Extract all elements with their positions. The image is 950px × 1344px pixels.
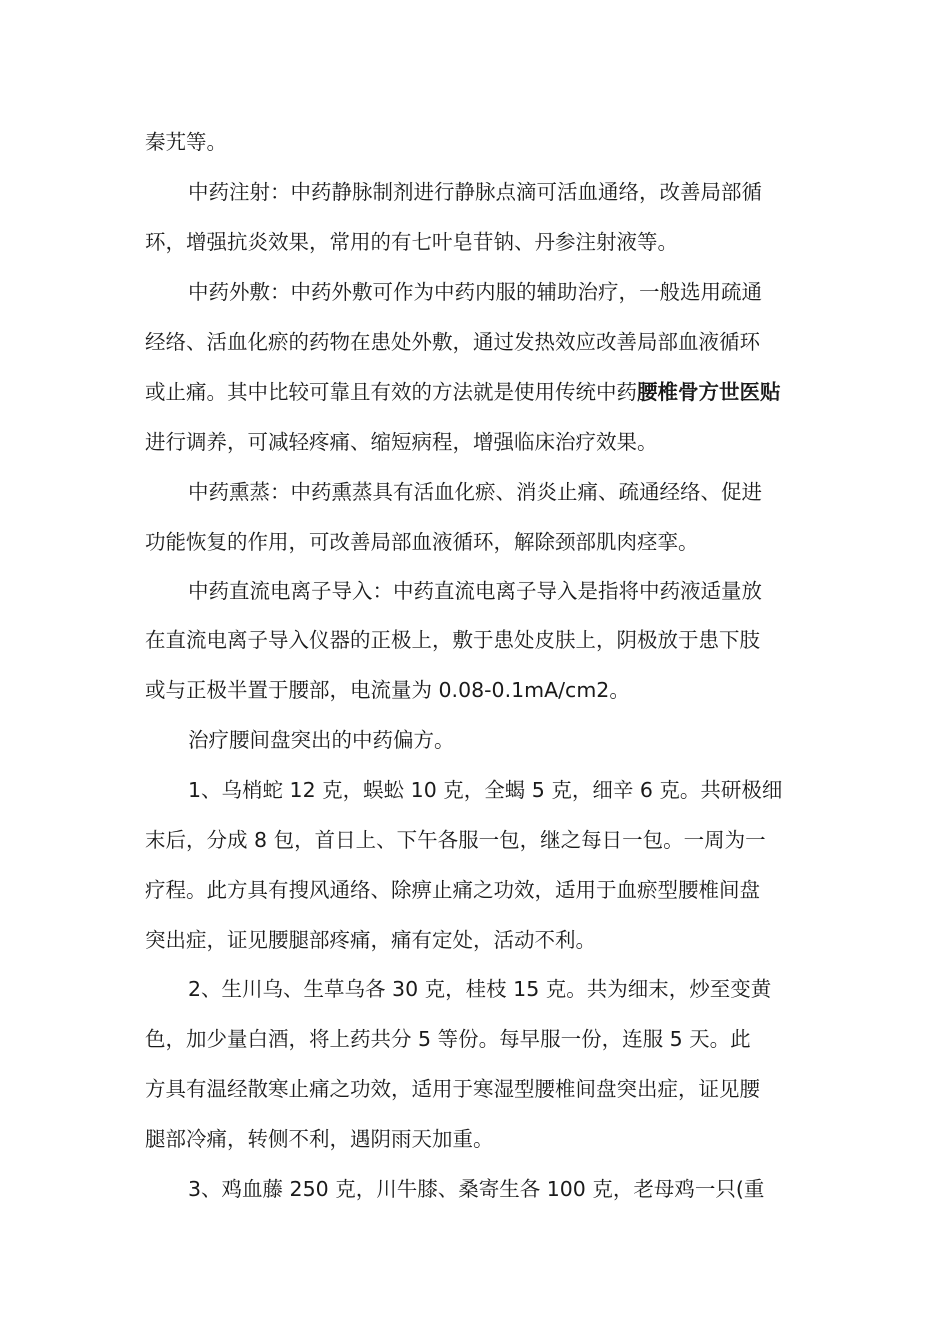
text-line: 疗程。此方具有搜风通络、除痹止痛之功效，适用于血瘀型腰椎间盘 (145, 878, 760, 902)
text-line: 色，加少量白酒，将上药共分 5 等份。每早服一份，连服 5 天。此 (145, 1027, 751, 1051)
text-line: 在直流电离子导入仪器的正极上，敷于患处皮肤上，阴极放于患下肢 (145, 628, 760, 652)
text-line: 突出症，证见腰腿部疼痛，痛有定处，活动不利。 (145, 928, 596, 952)
product-name-emphasis: 腰椎骨方世医贴 (637, 380, 781, 404)
text-line: 进行调养，可减轻疼痛、缩短病程，增强临床治疗效果。 (145, 430, 658, 454)
text-line: 中药熏蒸：中药熏蒸具有活血化瘀、消炎止痛、疏通经络、促进 (188, 480, 762, 504)
text-line: 腿部冷痛，转侧不利，遇阴雨天加重。 (145, 1127, 494, 1151)
text-line: 1、乌梢蛇 12 克，蜈蚣 10 克，全蝎 5 克，细辛 6 克。共研极细 (188, 778, 783, 802)
text-line: 2、生川乌、生草乌各 30 克，桂枝 15 克。共为细末，炒至变黄 (188, 977, 772, 1001)
text-line: 功能恢复的作用，可改善局部血液循环，解除颈部肌肉痉挛。 (145, 530, 699, 554)
section-heading: 治疗腰间盘突出的中药偏方。 (188, 728, 455, 752)
text-line: 末后，分成 8 包，首日上、下午各服一包，继之每日一包。一周为一 (145, 828, 766, 852)
text-line: 中药注射：中药静脉制剂进行静脉点滴可活血通络，改善局部循 (188, 180, 762, 204)
text-line: 或与正极半置于腰部，电流量为 0.08-0.1mA/cm2。 (145, 678, 630, 702)
text-line: 中药直流电离子导入：中药直流电离子导入是指将中药液适量放 (188, 579, 762, 603)
text-line: 经络、活血化瘀的药物在患处外敷，通过发热效应改善局部血液循环 (145, 330, 760, 354)
text-segment: 或止痛。其中比较可靠且有效的方法就是使用传统中药 (145, 380, 637, 404)
text-line: 环，增强抗炎效果，常用的有七叶皂苷钠、丹参注射液等。 (145, 230, 678, 254)
text-line: 方具有温经散寒止痛之功效，适用于寒湿型腰椎间盘突出症，证见腰 (145, 1077, 760, 1101)
text-line-with-emphasis (145, 377, 815, 407)
text-line: 3、鸡血藤 250 克，川牛膝、桑寄生各 100 克，老母鸡一只(重 (188, 1177, 765, 1201)
text-line: 秦艽等。 (145, 130, 227, 154)
text-line: 中药外敷：中药外敷可作为中药内服的辅助治疗，一般选用疏通 (188, 280, 762, 304)
